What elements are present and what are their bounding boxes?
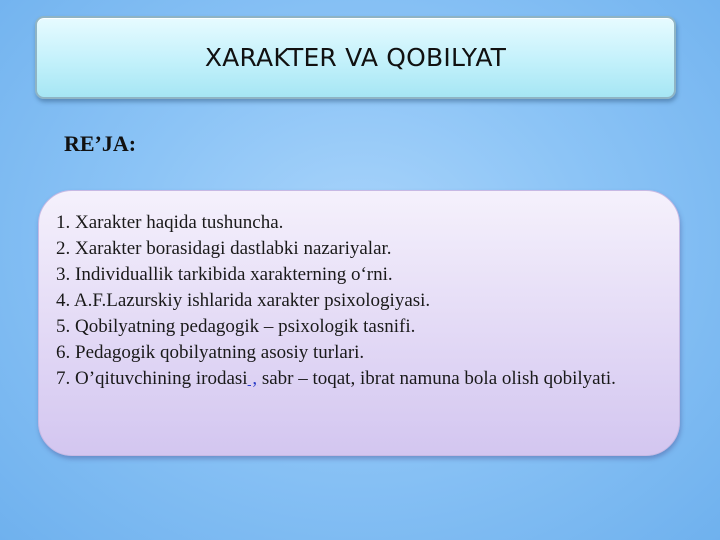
plan-item-6 (56, 340, 656, 366)
plan-item-text: Pedagogik qobilyatning asosiy turlari. (75, 342, 365, 363)
plan-item-5 (56, 314, 656, 340)
slide-title: XARAKTER VA QOBILYAT (204, 43, 507, 72)
plan-item-text-end: sabr – toqat, ibrat namuna bola olish qobilyati. (257, 368, 616, 389)
title-banner (35, 16, 676, 99)
plan-item-number: 4. (56, 290, 71, 311)
plan-item-2 (56, 236, 656, 262)
plan-item-number: 5. (56, 316, 71, 337)
plan-heading: RE’JA: (64, 131, 137, 156)
plan-item-number: 1. (56, 212, 71, 233)
plan-item-text: Individuallik tarkibida xarakterning o‘rni. (75, 264, 393, 285)
plan-item-text-start: O’qituvchining irodasi (75, 368, 248, 389)
plan-item-number: 2. (56, 238, 71, 259)
plan-item-text: Qobilyatning pedagogik – psixologik tasnifi. (75, 316, 416, 337)
plan-item-text: Xarakter haqida tushuncha. (75, 212, 284, 233)
plan-item-number: 7. (56, 368, 71, 389)
plan-item-7 (56, 366, 656, 392)
plan-item-1 (56, 210, 656, 236)
plan-item-3 (56, 262, 656, 288)
comma-link[interactable]: , (247, 368, 258, 389)
plan-item-number: 6. (56, 342, 71, 363)
plan-item-4 (56, 288, 656, 314)
plan-item-text: A.F.Lazurskiy ishlarida xarakter psixologiyasi. (73, 290, 431, 311)
plan-item-text: Xarakter borasidagi dastlabki nazariyalar. (75, 238, 392, 259)
plan-list (56, 210, 656, 392)
plan-item-number: 3. (56, 264, 71, 285)
